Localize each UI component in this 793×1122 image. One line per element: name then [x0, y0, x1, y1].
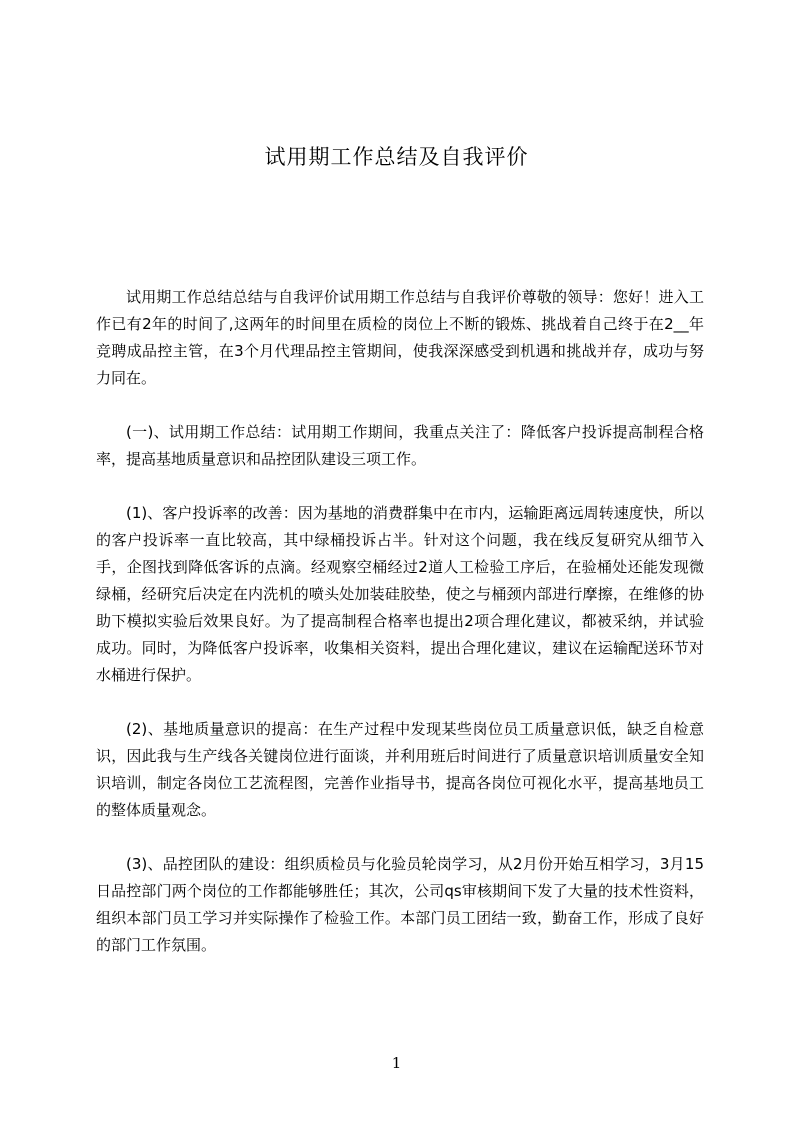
paragraph-intro: 试用期工作总结总结与自我评价试用期工作总结与自我评价尊敬的领导：您好！进入工作已有2年的时间了,这两年的时间里在质检的岗位上不断的锻炼、挑战着自己终于在2__年竞聘成品控主管，在3个月代理品控主管期间，使我深深感受到机遇和挑战并存，成功与努力同在。 [96, 288, 704, 387]
paragraph-complaint-rate: (1)、客户投诉率的改善：因为基地的消费群集中在市内，运输距离远周转速度快，所以的客户投诉率一直比较高，其中绿桶投诉占半。针对这个问题，我在线反复研究从细节入手，企图找到降低客诉的点滴。经观察空桶经过2道人工检验工序后，在验桶处还能发现微绿桶，经研究后决定在内洗机的喷头处加装硅胶垫，使之与桶颈内部进行摩擦，在维修的协助下模拟实验后效果良好。为了提高制程合格率也提出2项合理化建议，都被采纳，并试验成功。同时，为降低客户投诉率，收集相关资料，提出合理化建议，建议在运输配送环节对水桶进行保护。 [96, 504, 704, 684]
document-title: 试用期工作总结及自我评价 [264, 145, 529, 169]
document-body [96, 284, 704, 986]
page-number: 1 [391, 1054, 402, 1072]
paragraph-summary: (一)、试用期工作总结：试用期工作期间，我重点关注了：降低客户投诉提高制程合格率，提高基地质量意识和品控团队建设三项工作。 [96, 423, 704, 468]
paragraph-team-building: (3)、品控团队的建设：组织质检员与化验员轮岗学习，从2月份开始互相学习，3月15日品控部门两个岗位的工作都能够胜任；其次，公司qs审核期间下发了大量的技术性资料，组织本部门员工学习并实际操作了检验工作。本部门员工团结一致，勤奋工作，形成了良好的部门工作氛围。 [96, 855, 704, 954]
paragraph-quality-awareness: (2)、基地质量意识的提高：在生产过程中发现某些岗位员工质量意识低，缺乏自检意识，因此我与生产线各关键岗位进行面谈，并利用班后时间进行了质量意识培训质量安全知识培训，制定各岗位工艺流程图，完善作业指导书，提高各岗位可视化水平，提高基地员工的整体质量观念。 [96, 720, 704, 819]
